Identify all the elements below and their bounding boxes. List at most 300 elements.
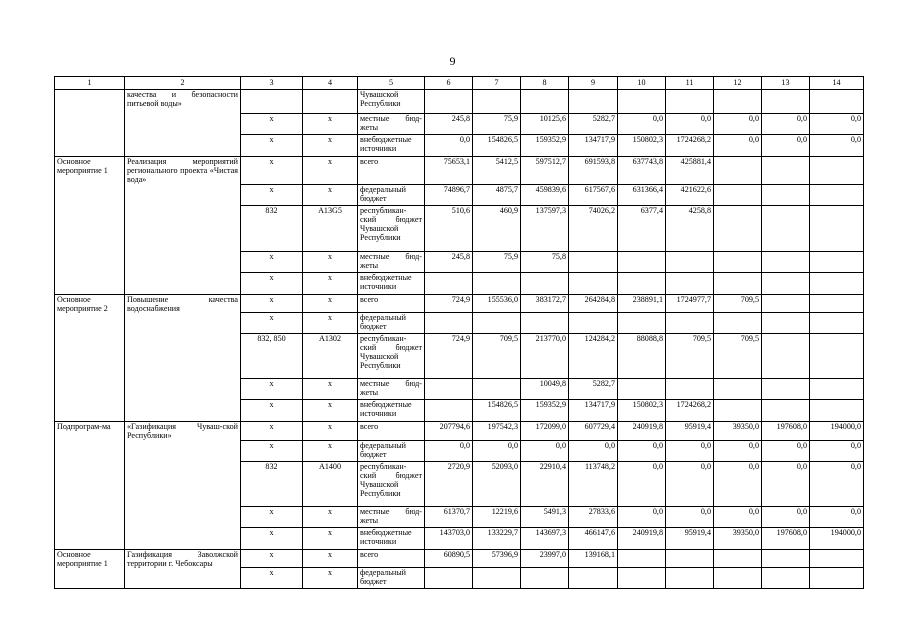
amount-cell: 75653,1 (425, 157, 473, 185)
event-name-cell (55, 440, 125, 461)
table-header (55, 77, 864, 90)
amount-cell: 5282,7 (569, 379, 618, 400)
table-row (55, 527, 864, 549)
amount-cell: 0,0 (666, 506, 714, 527)
amount-cell: 1724268,2 (666, 400, 714, 422)
table-row (55, 90, 864, 114)
amount-cell (425, 400, 473, 422)
amount-cell (810, 157, 864, 185)
target-code-cell: х (303, 440, 358, 461)
admin-code-cell: х (241, 157, 303, 185)
admin-code-cell: х (241, 527, 303, 549)
amount-cell (569, 272, 618, 294)
amount-cell (810, 334, 864, 379)
amount-cell (714, 379, 762, 400)
table-body (55, 90, 864, 589)
amount-cell: 724,9 (425, 334, 473, 379)
amount-cell: 245,8 (425, 251, 473, 272)
table-row (55, 294, 864, 313)
amount-cell: 0,0 (666, 440, 714, 461)
amount-cell (762, 334, 810, 379)
admin-code-cell: х (241, 251, 303, 272)
table-row (55, 549, 864, 568)
target-code-cell: х (303, 568, 358, 589)
amount-cell: 0,0 (762, 114, 810, 135)
column-header-13: 13 (762, 77, 810, 90)
target-code-cell: х (303, 294, 358, 313)
target-code-cell: х (303, 114, 358, 135)
amount-cell: 1724268,2 (666, 135, 714, 157)
event-description-cell (125, 379, 241, 400)
amount-cell (762, 313, 810, 334)
amount-cell: 245,8 (425, 114, 473, 135)
column-header-8: 8 (521, 77, 569, 90)
amount-cell: 2720,9 (425, 461, 473, 506)
amount-cell (618, 272, 666, 294)
event-description-cell: Газификация Заволжской территории г. Чебоксары (125, 549, 241, 568)
amount-cell: 617567,6 (569, 184, 618, 205)
amount-cell: 213770,0 (521, 334, 569, 379)
amount-cell: 0,0 (618, 440, 666, 461)
amount-cell: 0,0 (714, 506, 762, 527)
amount-cell (810, 549, 864, 568)
amount-cell: 0,0 (810, 440, 864, 461)
event-description-cell (125, 313, 241, 334)
event-description-cell (125, 400, 241, 422)
amount-cell: 597512,7 (521, 157, 569, 185)
admin-code-cell: х (241, 294, 303, 313)
amount-cell: 194000,0 (810, 422, 864, 441)
table-row (55, 334, 864, 379)
table-row (55, 313, 864, 334)
amount-cell: 240919,8 (618, 527, 666, 549)
column-header-12: 12 (714, 77, 762, 90)
amount-cell (762, 157, 810, 185)
amount-cell: 0,0 (425, 135, 473, 157)
amount-cell: 159352,9 (521, 135, 569, 157)
amount-cell: 74026,2 (569, 205, 618, 251)
funding-source-cell: внебюджетные источники (358, 527, 425, 549)
funding-source-cell: всего (358, 422, 425, 441)
amount-cell: 74896,7 (425, 184, 473, 205)
amount-cell: 460,9 (473, 205, 521, 251)
amount-cell: 52093,0 (473, 461, 521, 506)
amount-cell (762, 294, 810, 313)
amount-cell: 60890,5 (425, 549, 473, 568)
amount-cell: 510,6 (425, 205, 473, 251)
event-name-cell (55, 184, 125, 205)
admin-code-cell: х (241, 114, 303, 135)
amount-cell (762, 205, 810, 251)
amount-cell: 133229,7 (473, 527, 521, 549)
amount-cell: 194000,0 (810, 527, 864, 549)
target-code-cell: х (303, 379, 358, 400)
amount-cell: 61370,7 (425, 506, 473, 527)
table-row (55, 379, 864, 400)
funding-source-cell: республикан-ский бюджет Чувашской Республики (358, 461, 425, 506)
amount-cell (473, 90, 521, 114)
amount-cell: 39350,0 (714, 422, 762, 441)
event-name-cell (55, 527, 125, 549)
amount-cell (762, 272, 810, 294)
amount-cell (666, 313, 714, 334)
amount-cell (762, 568, 810, 589)
amount-cell (666, 272, 714, 294)
target-code-cell: х (303, 251, 358, 272)
funding-source-cell: федеральный бюджет (358, 184, 425, 205)
amount-cell: 113748,2 (569, 461, 618, 506)
amount-cell (810, 251, 864, 272)
amount-cell: 0,0 (810, 114, 864, 135)
funding-source-cell: федеральный бюджет (358, 568, 425, 589)
admin-code-cell: 832 (241, 205, 303, 251)
event-name-cell: Основное мероприятие 1 (55, 157, 125, 185)
amount-cell: 0,0 (810, 461, 864, 506)
table-row (55, 461, 864, 506)
amount-cell (473, 313, 521, 334)
column-header-7: 7 (473, 77, 521, 90)
amount-cell: 0,0 (714, 440, 762, 461)
amount-cell: 425881,4 (666, 157, 714, 185)
amount-cell: 6377,4 (618, 205, 666, 251)
amount-cell: 10049,8 (521, 379, 569, 400)
amount-cell (521, 313, 569, 334)
amount-cell (473, 568, 521, 589)
amount-cell (521, 90, 569, 114)
admin-code-cell (241, 90, 303, 114)
amount-cell: 95919,4 (666, 422, 714, 441)
amount-cell: 155536,0 (473, 294, 521, 313)
target-code-cell: х (303, 157, 358, 185)
funding-source-cell: республикан-ский бюджет Чувашской Республики (358, 205, 425, 251)
amount-cell: 154826,5 (473, 135, 521, 157)
amount-cell (569, 90, 618, 114)
funding-source-cell: всего (358, 549, 425, 568)
target-code-cell: х (303, 422, 358, 441)
amount-cell: 159352,9 (521, 400, 569, 422)
amount-cell: 88088,8 (618, 334, 666, 379)
amount-cell: 5412,5 (473, 157, 521, 185)
amount-cell: 0,0 (762, 440, 810, 461)
amount-cell: 95919,4 (666, 527, 714, 549)
event-description-cell (125, 440, 241, 461)
amount-cell (810, 379, 864, 400)
table-row (55, 205, 864, 251)
funding-source-cell: местные бюд-жеты (358, 379, 425, 400)
amount-cell (810, 313, 864, 334)
column-header-5: 5 (358, 77, 425, 90)
amount-cell (714, 251, 762, 272)
amount-cell (714, 90, 762, 114)
amount-cell (714, 313, 762, 334)
table-row (55, 157, 864, 185)
amount-cell: 0,0 (762, 506, 810, 527)
event-name-cell (55, 272, 125, 294)
amount-cell (569, 251, 618, 272)
event-name-cell (55, 400, 125, 422)
amount-cell: 150802,3 (618, 400, 666, 422)
table-row (55, 251, 864, 272)
amount-cell (810, 272, 864, 294)
amount-cell (618, 568, 666, 589)
amount-cell (762, 400, 810, 422)
amount-cell (810, 400, 864, 422)
amount-cell (714, 272, 762, 294)
table-row (55, 440, 864, 461)
target-code-cell: х (303, 400, 358, 422)
amount-cell: 12219,6 (473, 506, 521, 527)
amount-cell: 0,0 (618, 506, 666, 527)
amount-cell (618, 313, 666, 334)
target-code-cell: А1302 (303, 334, 358, 379)
amount-cell: 39350,0 (714, 527, 762, 549)
amount-cell (810, 90, 864, 114)
amount-cell (762, 90, 810, 114)
amount-cell (666, 90, 714, 114)
amount-cell: 466147,6 (569, 527, 618, 549)
table-row (55, 184, 864, 205)
event-description-cell: «Газификация Чуваш-ской Республики» (125, 422, 241, 441)
amount-cell (810, 184, 864, 205)
amount-cell: 691593,8 (569, 157, 618, 185)
event-name-cell (55, 506, 125, 527)
amount-cell (666, 568, 714, 589)
event-description-cell (125, 461, 241, 506)
amount-cell (714, 184, 762, 205)
amount-cell: 240919,8 (618, 422, 666, 441)
amount-cell (521, 568, 569, 589)
event-name-cell (55, 114, 125, 135)
amount-cell (569, 313, 618, 334)
admin-code-cell: х (241, 379, 303, 400)
amount-cell (714, 549, 762, 568)
funding-source-cell: федеральный бюджет (358, 440, 425, 461)
amount-cell: 724,9 (425, 294, 473, 313)
event-name-cell (55, 90, 125, 114)
amount-cell: 4258,8 (666, 205, 714, 251)
amount-cell: 0,0 (618, 114, 666, 135)
amount-cell: 0,0 (762, 135, 810, 157)
amount-cell (762, 184, 810, 205)
amount-cell (473, 379, 521, 400)
event-description-cell: Реализация мероприятий регионального проекта «Чистая вода» (125, 157, 241, 185)
amount-cell: 197542,3 (473, 422, 521, 441)
column-header-2: 2 (125, 77, 241, 90)
amount-cell: 459839,6 (521, 184, 569, 205)
funding-source-cell: внебюджетные источники (358, 272, 425, 294)
funding-source-cell: всего (358, 157, 425, 185)
amount-cell (810, 205, 864, 251)
amount-cell: 57396,9 (473, 549, 521, 568)
amount-cell: 0,0 (618, 461, 666, 506)
table-row (55, 422, 864, 441)
amount-cell (714, 157, 762, 185)
amount-cell: 1724977,7 (666, 294, 714, 313)
amount-cell (810, 568, 864, 589)
event-name-cell (55, 568, 125, 589)
amount-cell: 0,0 (569, 440, 618, 461)
amount-cell: 709,5 (666, 334, 714, 379)
amount-cell: 75,8 (521, 251, 569, 272)
amount-cell: 709,5 (714, 294, 762, 313)
amount-cell: 75,9 (473, 251, 521, 272)
amount-cell (762, 251, 810, 272)
admin-code-cell: х (241, 272, 303, 294)
admin-code-cell: х (241, 184, 303, 205)
event-description-cell (125, 527, 241, 549)
amount-cell: 75,9 (473, 114, 521, 135)
admin-code-cell: х (241, 549, 303, 568)
target-code-cell (303, 90, 358, 114)
amount-cell: 4875,7 (473, 184, 521, 205)
amount-cell (714, 568, 762, 589)
amount-cell: 709,5 (473, 334, 521, 379)
amount-cell: 139168,1 (569, 549, 618, 568)
amount-cell: 0,0 (473, 440, 521, 461)
amount-cell: 207794,6 (425, 422, 473, 441)
column-header-9: 9 (569, 77, 618, 90)
amount-cell (618, 549, 666, 568)
amount-cell (618, 90, 666, 114)
amount-cell: 0,0 (762, 461, 810, 506)
amount-cell (425, 272, 473, 294)
target-code-cell: х (303, 506, 358, 527)
event-description-cell (125, 568, 241, 589)
amount-cell: 238891,1 (618, 294, 666, 313)
event-description-cell (125, 272, 241, 294)
admin-code-cell: х (241, 506, 303, 527)
funding-source-cell: внебюджетные источники (358, 400, 425, 422)
event-name-cell: Подпрограм-ма (55, 422, 125, 441)
amount-cell (425, 379, 473, 400)
event-name-cell (55, 461, 125, 506)
budget-table (54, 76, 864, 589)
admin-code-cell: х (241, 400, 303, 422)
admin-code-cell: х (241, 440, 303, 461)
amount-cell: 124284,2 (569, 334, 618, 379)
target-code-cell: х (303, 549, 358, 568)
amount-cell (473, 272, 521, 294)
amount-cell: 150802,3 (618, 135, 666, 157)
amount-cell: 0,0 (810, 135, 864, 157)
amount-cell: 0,0 (666, 114, 714, 135)
amount-cell: 0,0 (810, 506, 864, 527)
event-description-cell (125, 205, 241, 251)
amount-cell: 631366,4 (618, 184, 666, 205)
event-name-cell (55, 251, 125, 272)
amount-cell: 0,0 (714, 114, 762, 135)
funding-source-cell: всего (358, 294, 425, 313)
amount-cell (714, 400, 762, 422)
amount-cell: 607729,4 (569, 422, 618, 441)
amount-cell (425, 568, 473, 589)
amount-cell: 0,0 (666, 461, 714, 506)
amount-cell (762, 379, 810, 400)
target-code-cell: А13G5 (303, 205, 358, 251)
funding-source-cell: местные бюд-жеты (358, 114, 425, 135)
event-description-cell: качества и безопасности питьевой воды» (125, 90, 241, 114)
event-description-cell (125, 506, 241, 527)
amount-cell: 172099,0 (521, 422, 569, 441)
table-row (55, 135, 864, 157)
admin-code-cell: 832 (241, 461, 303, 506)
event-name-cell: Основное мероприятие 1 (55, 549, 125, 568)
amount-cell (425, 90, 473, 114)
event-description-cell (125, 114, 241, 135)
target-code-cell: х (303, 135, 358, 157)
admin-code-cell: х (241, 568, 303, 589)
event-description-cell (125, 251, 241, 272)
event-description-cell (125, 334, 241, 379)
amount-cell (714, 205, 762, 251)
admin-code-cell: х (241, 135, 303, 157)
amount-cell: 0,0 (521, 440, 569, 461)
target-code-cell: х (303, 527, 358, 549)
event-name-cell (55, 313, 125, 334)
funding-source-cell: местные бюд-жеты (358, 251, 425, 272)
amount-cell: 264284,8 (569, 294, 618, 313)
admin-code-cell: х (241, 422, 303, 441)
target-code-cell: А1400 (303, 461, 358, 506)
amount-cell: 421622,6 (666, 184, 714, 205)
amount-cell (810, 294, 864, 313)
amount-cell: 137597,3 (521, 205, 569, 251)
column-header-10: 10 (618, 77, 666, 90)
amount-cell: 197608,0 (762, 422, 810, 441)
amount-cell: 637743,8 (618, 157, 666, 185)
event-name-cell (55, 334, 125, 379)
column-header-3: 3 (241, 77, 303, 90)
event-name-cell: Основное мероприятие 2 (55, 294, 125, 313)
amount-cell: 0,0 (714, 461, 762, 506)
admin-code-cell: 832, 850 (241, 334, 303, 379)
event-name-cell (55, 135, 125, 157)
event-description-cell: Повышение качества водоснабжения (125, 294, 241, 313)
column-header-14: 14 (810, 77, 864, 90)
amount-cell: 154826,5 (473, 400, 521, 422)
amount-cell (666, 549, 714, 568)
event-name-cell (55, 379, 125, 400)
amount-cell (618, 251, 666, 272)
target-code-cell: х (303, 272, 358, 294)
amount-cell (666, 379, 714, 400)
amount-cell: 0,0 (425, 440, 473, 461)
event-name-cell (55, 205, 125, 251)
amount-cell (618, 379, 666, 400)
amount-cell: 23997,0 (521, 549, 569, 568)
amount-cell: 143697,3 (521, 527, 569, 549)
amount-cell (666, 251, 714, 272)
target-code-cell: х (303, 184, 358, 205)
amount-cell: 197608,0 (762, 527, 810, 549)
table-row (55, 506, 864, 527)
amount-cell: 22910,4 (521, 461, 569, 506)
amount-cell: 134717,9 (569, 400, 618, 422)
table-row (55, 272, 864, 294)
amount-cell: 5491,3 (521, 506, 569, 527)
amount-cell: 709,5 (714, 334, 762, 379)
funding-source-cell: республикан-ский бюджет Чувашской Республики (358, 334, 425, 379)
event-description-cell (125, 184, 241, 205)
page-number: 9 (449, 54, 456, 68)
amount-cell (569, 568, 618, 589)
amount-cell: 143703,0 (425, 527, 473, 549)
column-header-6: 6 (425, 77, 473, 90)
amount-cell (521, 272, 569, 294)
amount-cell: 0,0 (714, 135, 762, 157)
event-description-cell (125, 135, 241, 157)
table-row (55, 568, 864, 589)
